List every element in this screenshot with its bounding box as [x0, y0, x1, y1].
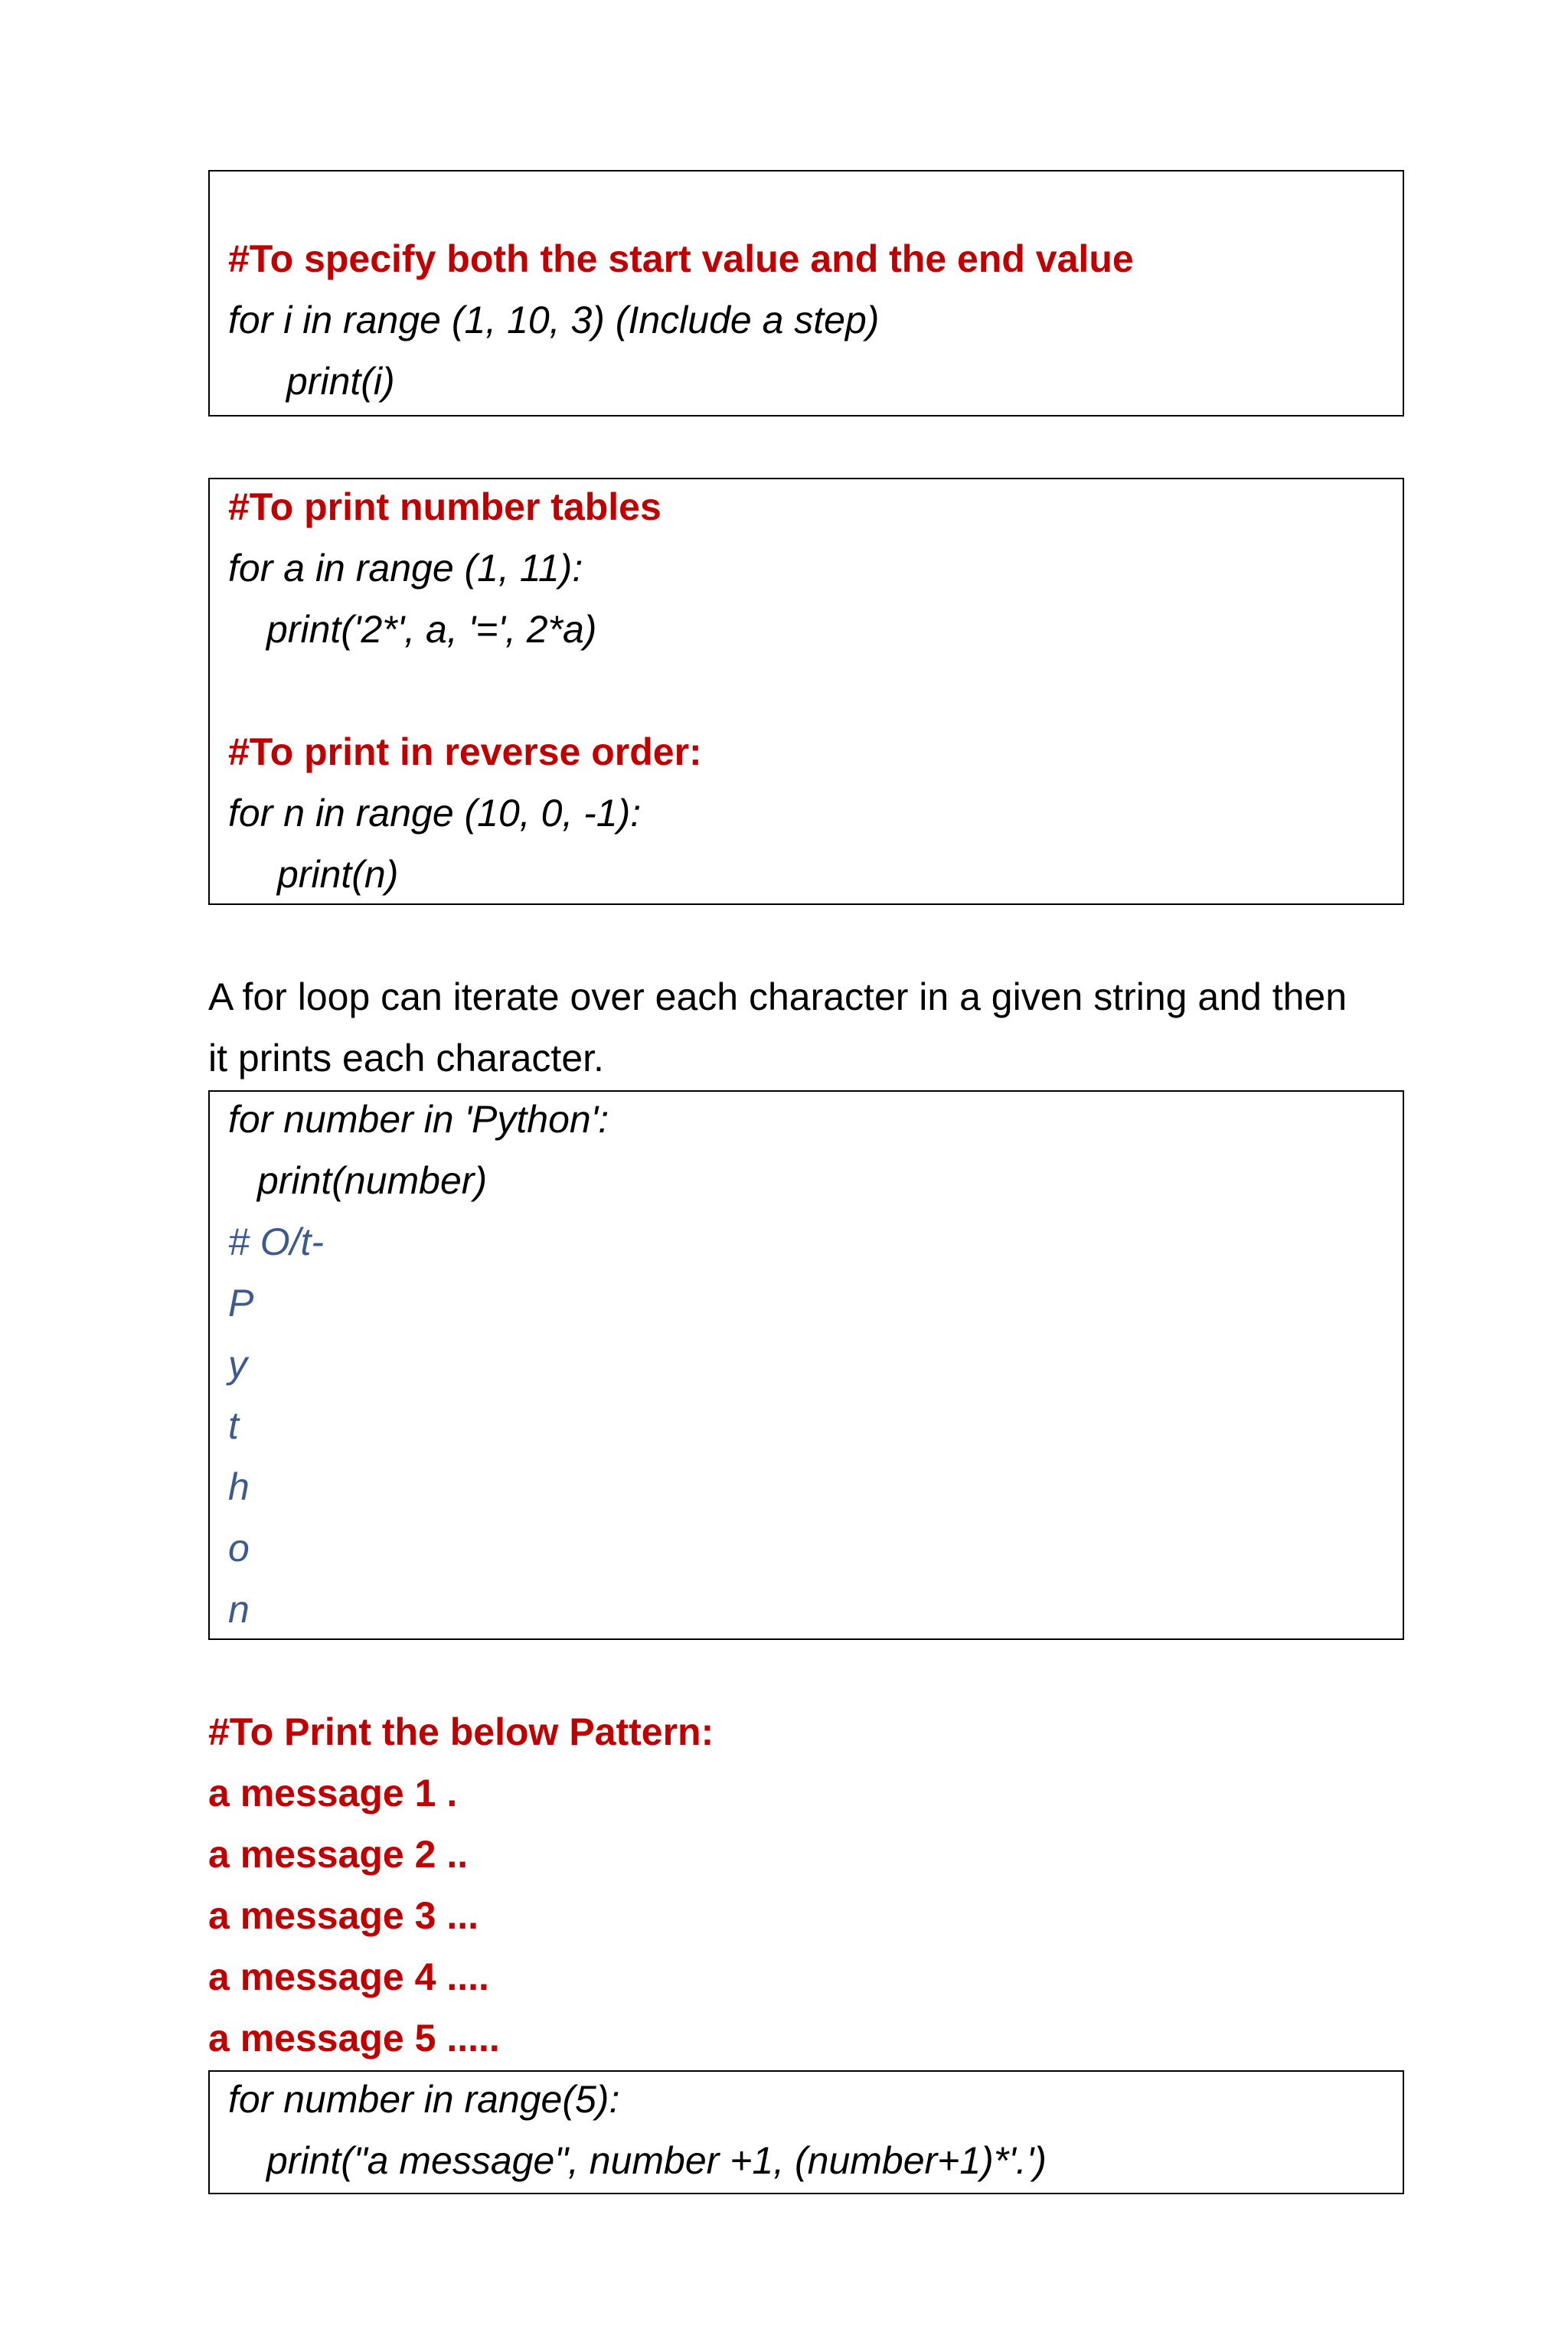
code-for-number-range: for number in range(5):: [228, 2078, 620, 2121]
code-for-range-step: for i in range (1, 10, 3) (Include a step): [228, 299, 880, 341]
pattern-line: a message 4 ....: [208, 1955, 489, 1998]
code-print-i: print(i): [286, 360, 395, 403]
code-for-number-python: for number in 'Python':: [228, 1098, 609, 1141]
code-print-number: print(number): [257, 1159, 488, 1202]
code-print-table: print('2*', a, '=', 2*a): [266, 608, 597, 651]
output-char: P: [228, 1282, 254, 1325]
code-for-n-range: for n in range (10, 0, -1):: [228, 792, 642, 835]
comment-start-end: #To specify both the start value and the end value: [228, 237, 1134, 280]
comment-reverse-order: #To print in reverse order:: [228, 730, 702, 773]
pattern-line: a message 5 .....: [208, 2017, 500, 2060]
code-print-message: print("a message", number +1, (number+1)*'.'): [266, 2139, 1047, 2182]
paragraph-line-1: A for loop can iterate over each character in a given string and then: [208, 975, 1348, 1018]
output-char: y: [228, 1343, 247, 1386]
code-print-n: print(n): [277, 853, 399, 896]
pattern-heading: #To Print the below Pattern:: [208, 1710, 714, 1753]
pattern-line: a message 2 ..: [208, 1833, 469, 1876]
output-char: o: [228, 1527, 250, 1570]
output-label: # O/t-: [228, 1220, 325, 1263]
paragraph-line-2: it prints each character.: [208, 1037, 604, 1080]
output-char: n: [228, 1588, 250, 1631]
code-box-tables-reverse: [208, 478, 1404, 905]
output-char: h: [228, 1465, 250, 1508]
code-for-a-range: for a in range (1, 11):: [228, 547, 583, 590]
comment-number-tables: #To print number tables: [228, 485, 662, 528]
output-char: t: [228, 1404, 239, 1447]
pattern-line: a message 1 .: [208, 1772, 458, 1815]
pattern-line: a message 3 ...: [208, 1894, 479, 1937]
